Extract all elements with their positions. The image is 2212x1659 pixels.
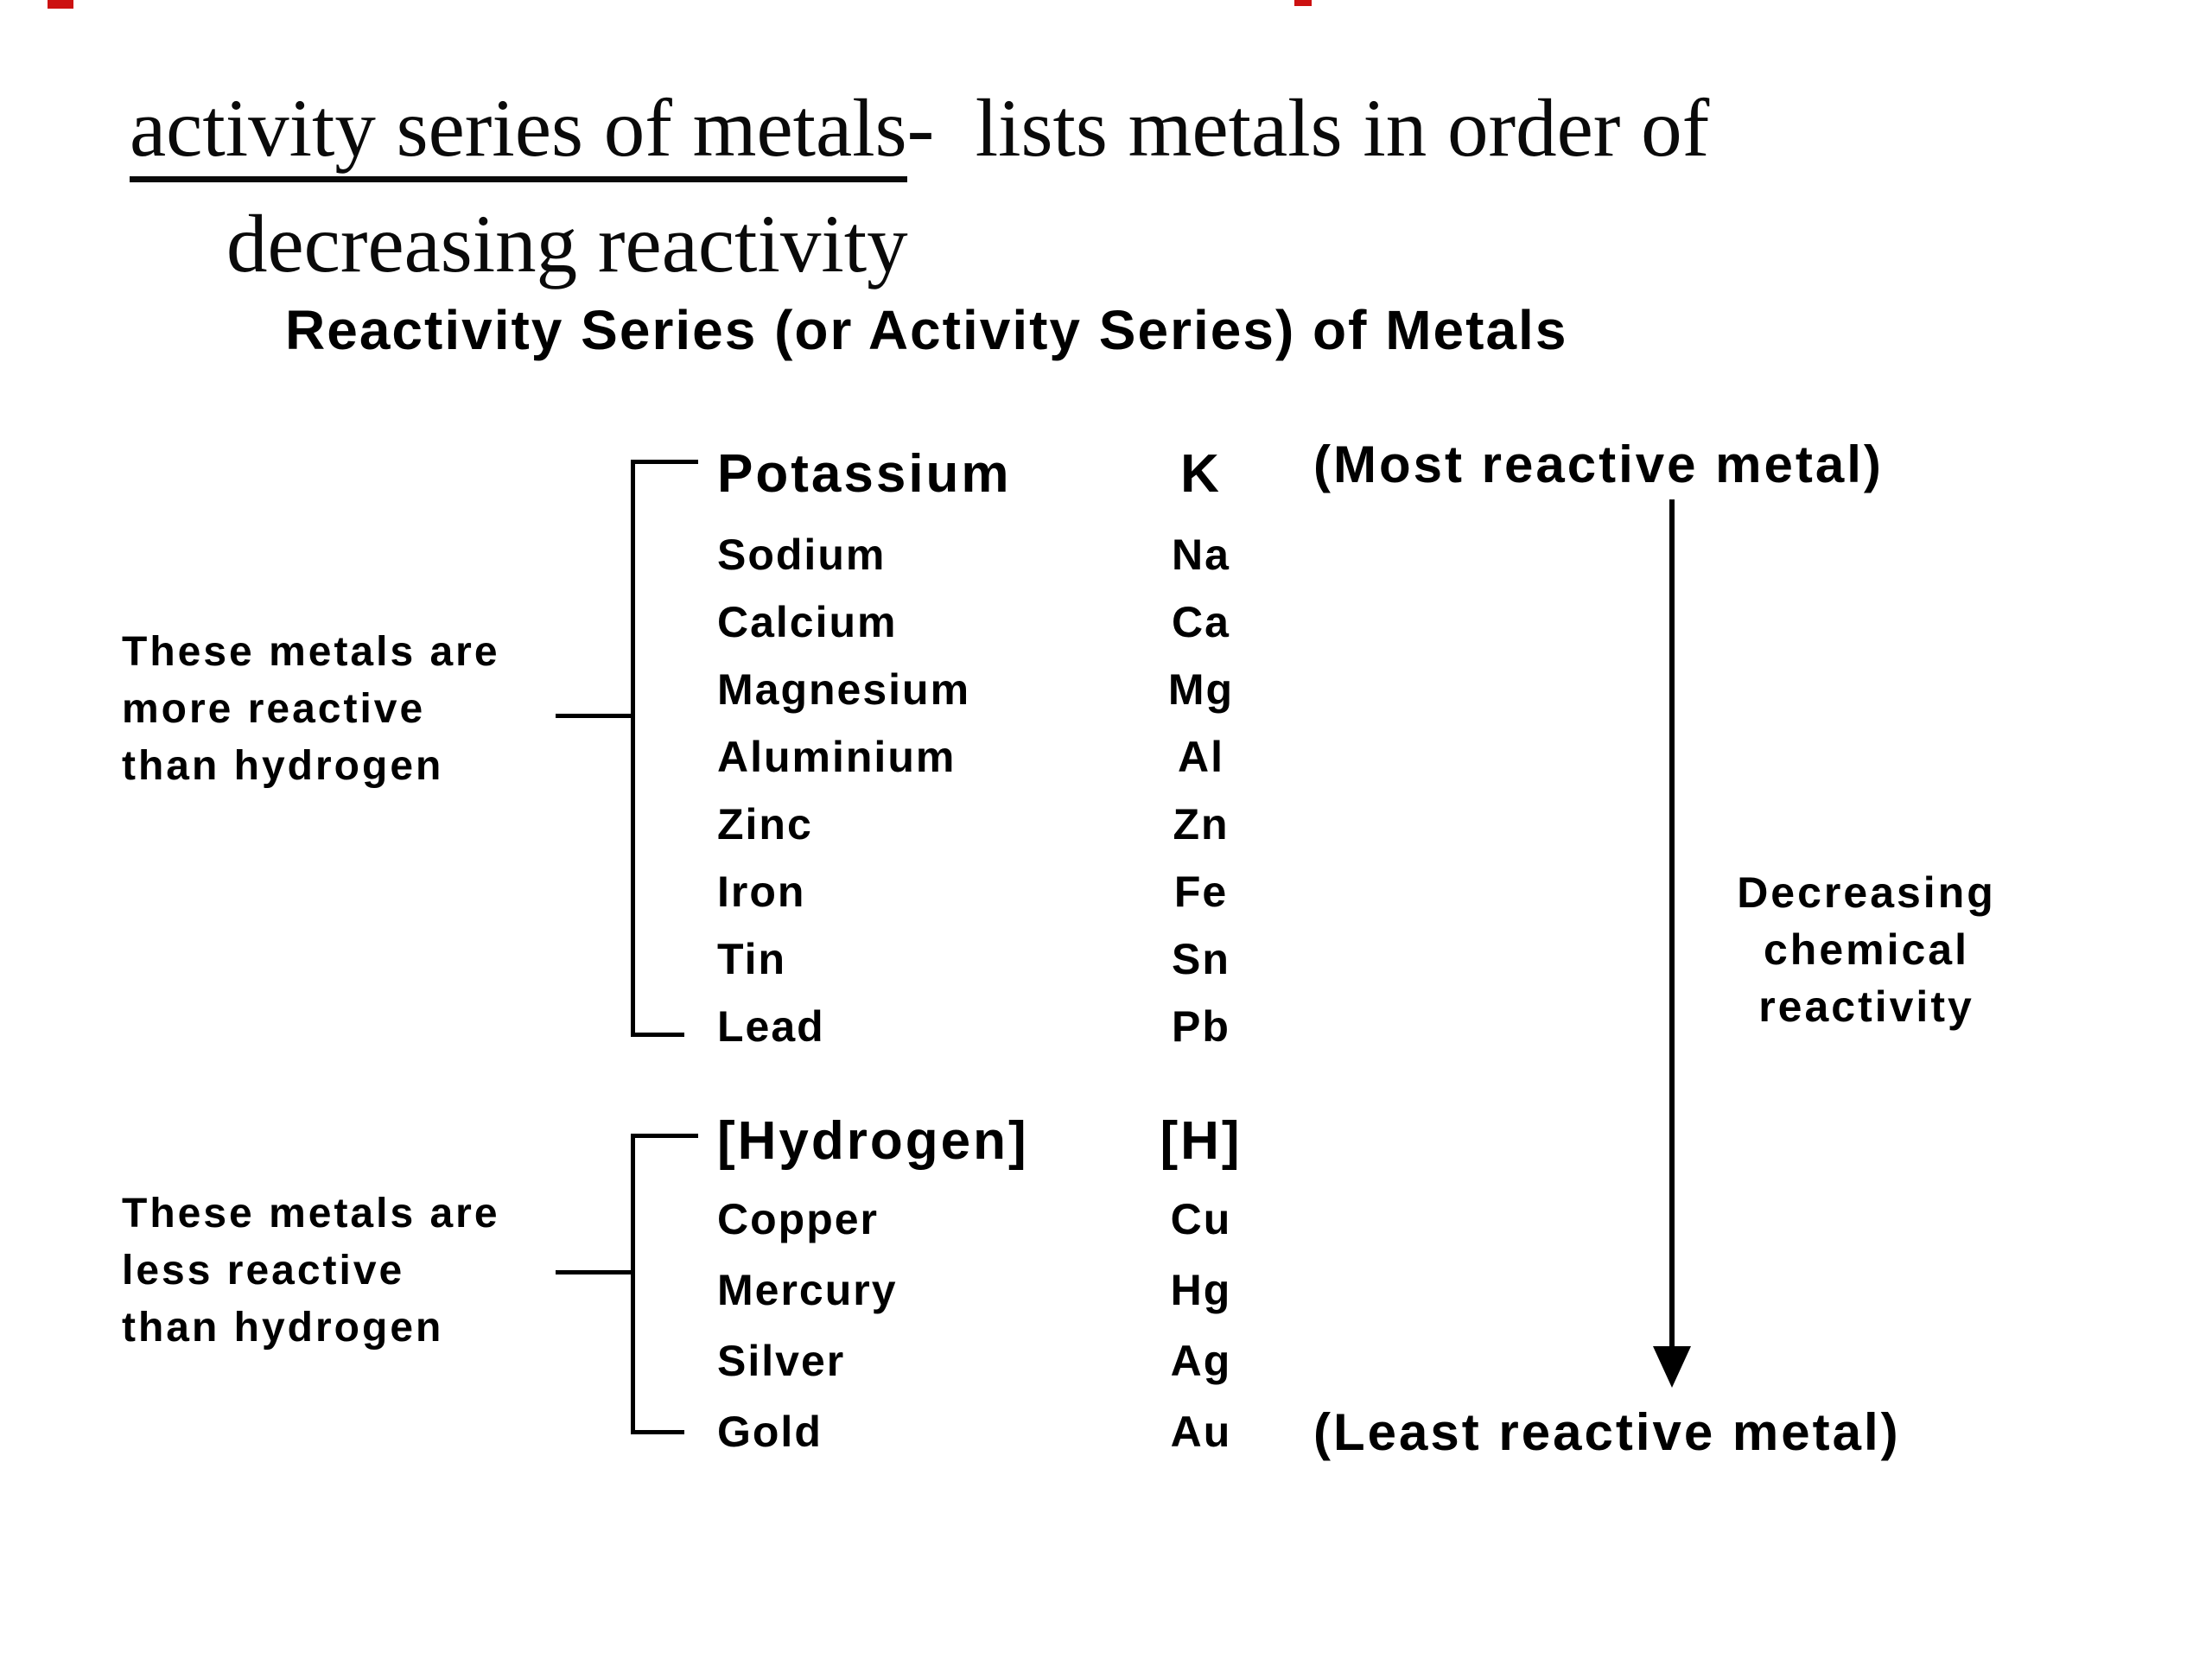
metal-row-au [717, 1396, 1270, 1467]
group-label-line: less reactive [122, 1248, 405, 1294]
group-label-line: than hydrogen [122, 743, 444, 789]
title-rest-text: - lists metals in order of [906, 82, 1710, 174]
metal-name: Lead [717, 1002, 825, 1051]
metal-name: Zinc [717, 800, 813, 849]
metal-row-k [717, 426, 1270, 521]
arrow-label-decreasing-reactivity [1694, 864, 2039, 1035]
metal-symbol: Fe [1173, 868, 1229, 916]
metal-symbol: Ca [1172, 598, 1230, 646]
metal-row-na [717, 521, 1270, 588]
metal-name: Copper [717, 1195, 879, 1243]
group-label-more-reactive [122, 624, 500, 795]
metal-row-zn [717, 791, 1270, 858]
group-label-line: than hydrogen [122, 1305, 444, 1351]
metal-list-above-hydrogen [717, 426, 1270, 1060]
title-underlined-text: activity series of metals [130, 82, 907, 182]
metal-symbol: K [1180, 443, 1222, 504]
slide-title [130, 76, 1709, 180]
metal-name: Magnesium [717, 665, 971, 714]
metal-name: Mercury [717, 1266, 898, 1314]
red-mark-right [1294, 0, 1312, 6]
metal-name: Silver [717, 1337, 846, 1385]
metal-symbol: Pb [1172, 1002, 1230, 1051]
metal-symbol: Cu [1170, 1195, 1232, 1243]
red-mark-left [48, 0, 73, 9]
metal-symbol: [H] [1160, 1110, 1243, 1171]
metal-symbol: Na [1172, 531, 1230, 579]
arrow-label-line: Decreasing [1737, 868, 1996, 917]
most-reactive-label: (Most reactive metal) [1313, 435, 1884, 493]
group-label-less-reactive [122, 1185, 500, 1357]
group-label-line: These metals are [122, 1191, 500, 1236]
metal-row-ag [717, 1325, 1270, 1396]
metal-row-pb [717, 993, 1270, 1060]
metal-row-h [717, 1097, 1270, 1184]
bracket-label-connector [556, 1270, 631, 1274]
metal-row-al [717, 723, 1270, 791]
slide-title-line2: decreasing reactivity [226, 198, 908, 289]
bracket-bottom-tick [631, 1033, 684, 1037]
arrow-head-down-icon [1653, 1346, 1691, 1388]
metal-symbol: Zn [1173, 800, 1230, 849]
metal-row-cu [717, 1184, 1270, 1255]
metal-name: Iron [717, 868, 806, 916]
metal-name: Aluminium [717, 733, 957, 781]
metal-name: Potassium [717, 443, 1012, 504]
metal-row-sn [717, 925, 1270, 993]
metal-list-below-hydrogen [717, 1097, 1270, 1467]
bracket-top-tick [631, 460, 698, 464]
metal-symbol: Al [1178, 733, 1224, 781]
bracket-top-tick [631, 1134, 698, 1138]
bracket-vertical-line [631, 1134, 635, 1434]
metal-row-fe [717, 858, 1270, 925]
metal-symbol: Au [1170, 1408, 1232, 1456]
metal-symbol: Sn [1172, 935, 1230, 983]
metal-name: [Hydrogen] [717, 1110, 1029, 1171]
metal-row-hg [717, 1255, 1270, 1325]
metal-name: Sodium [717, 531, 887, 579]
bracket-label-connector [556, 714, 631, 718]
metal-row-mg [717, 656, 1270, 723]
metal-symbol: Hg [1170, 1266, 1232, 1314]
metal-name: Gold [717, 1408, 823, 1456]
bracket-bottom-tick [631, 1430, 684, 1434]
least-reactive-label: (Least reactive metal) [1313, 1403, 1901, 1461]
group-label-line: more reactive [122, 686, 426, 732]
bracket-vertical-line [631, 460, 635, 1037]
diagram-heading: Reactivity Series (or Activity Series) of Metals [285, 299, 1568, 361]
group-label-line: These metals are [122, 629, 500, 675]
arrow-label-line: reactivity [1758, 982, 1974, 1031]
metal-symbol: Ag [1170, 1337, 1232, 1385]
metal-row-ca [717, 588, 1270, 656]
arrow-label-line: chemical [1763, 925, 1969, 974]
arrow-shaft [1669, 499, 1675, 1351]
metal-name: Tin [717, 935, 787, 983]
metal-name: Calcium [717, 598, 898, 646]
metal-symbol: Mg [1167, 665, 1235, 714]
